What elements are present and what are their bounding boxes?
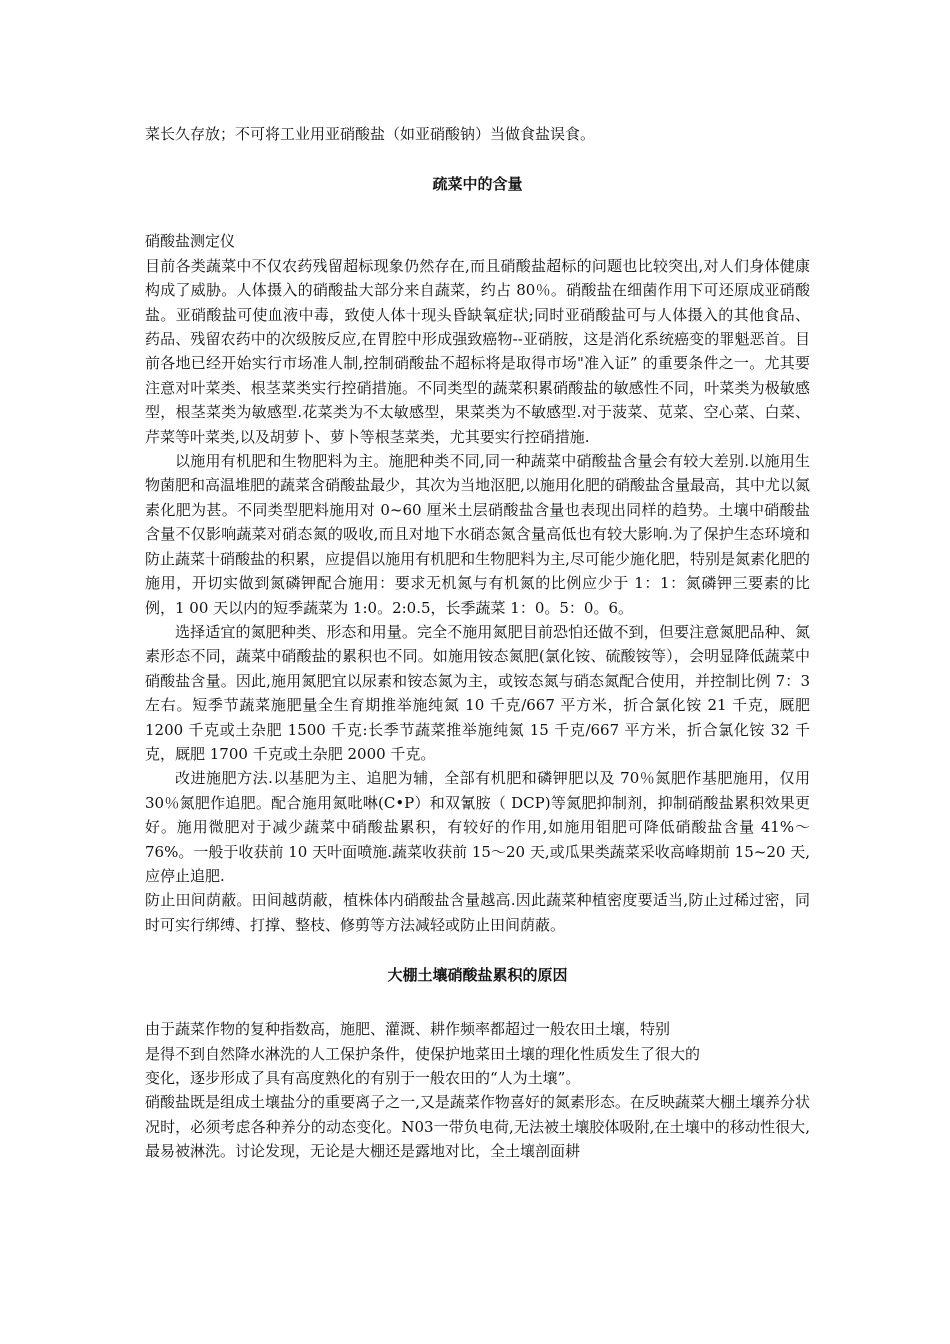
- paragraph-intro: 目前各类蔬菜中不仅农药残留超标现象仍然存在,而且硝酸盐超标的问题也比较突出,对人们身体健康构成了威胁。人体摄入的硝酸盐大部分来自蔬菜，约占 80％。硝酸盐在细菌作用下可还原成亚硝酸盐。亚硝酸盐可使血液中毒，致使人体十现头昏缺氧症状;同时亚硝酸盐可与人体摄入的其他食品、药品、残留农药中的次级胺反应,在胃腔中形成强致癌物--亚硝胺，这是消化系统癌变的罪魁恶首。目前各地已经开始实行市场准人制,控制硝酸盐不超标将是取得市场"准入证” 的重要条件之一。尤其要注意对叶菜类、根茎菜类实行控硝措施。不同类型的蔬菜积累硝酸盐的敏感性不同，叶菜类为极敏感型，根茎菜类为敏感型.花菜类为不太敏感型，果菜类为不敏感型.对于菠菜、苋菜、空心菜、白菜、芹菜等叶菜类,以及胡萝卜、萝卜等根茎菜类，尤其要实行控硝措施.: [145, 256, 810, 446]
- spacer: [145, 196, 810, 229]
- paragraph-nitrate-ions: 硝酸盐既是组成土壤盐分的重要离子之一,又是蔬菜作物喜好的氮素形态。在反映蔬菜大棚土壤养分状况时，必须考虑各种养分的动态变化。N03一带负电荷,无法被土壤胶体吸附,在土壤中的移动性很大,最易被淋洗。讨论发现，无论是大棚还是露地对比，全土壤剖面耕: [145, 1093, 810, 1161]
- paragraph-fertilizing-method: 改进施肥方法.以基肥为主、追肥为辅，全部有机肥和磷钾肥以及 70％氮肥作基肥施用，仅用 30％氮肥作追肥。配合施用氮吡啉(C•P）和双氰胺（ DCP)等氮肥抑制剂，抑制硝酸盐累积效果更好。施用微肥对于减少蔬菜中硝酸盐累积，有较好的作用,如施用钼肥可降低硝酸盐含量 41%～76%。一般于收获前 10 天叶面喷施.蔬菜收获前 15～20 天,或瓜果类蔬菜采收高峰期前 15~20 天,应停止追肥.: [145, 769, 810, 885]
- spacer: [145, 146, 810, 172]
- opening-line: 菜长久存放；不可将工业用亚硝酸盐（如亚硝酸钠）当做食盐误食。: [145, 125, 596, 143]
- spacer: [145, 987, 810, 1017]
- paragraph-field-shade: 防止田间荫蔽。田间越荫蔽，植株体内硝酸盐含量越高.因此蔬菜种植密度要适当,防止过稀过密，同时可实行绑缚、打撑、整枝、修剪等方法减轻或防止田间荫蔽。: [145, 891, 810, 934]
- subheading-nitrate-tester: 硝酸盐测定仪: [145, 232, 236, 251]
- paragraph-greenhouse-lines: [145, 1017, 780, 1090]
- text-line: 是得不到自然降水淋洗的人工保护条件，使保护地菜田土壤的理化性质发生了很大的: [145, 1044, 701, 1063]
- document-body: [145, 122, 810, 1164]
- section-title-vegetable-content: 疏菜中的含量: [432, 175, 523, 194]
- paragraph-organic-fertilizer: 以施用有机肥和生物肥料为主。施肥种类不同,同一种蔬菜中硝酸盐含量会有较大差别.以施用生物菌肥和高温堆肥的蔬菜含硝酸盐最少，其次为当地沤肥,以施用化肥的硝酸盐含量最高，其中尤以氮素化肥为甚。不同类型肥料施用对 0~60 厘米土层硝酸盐含量也表现出同样的趋势。土壤中硝酸盐含量不仅影响蔬菜对硝态氮的吸收,而且对地下水硝态氮含量高低也有较大影响.为了保护生态环境和防止蔬菜十硝酸盐的积累，应提倡以施用有机肥和生物肥料为主,尽可能少施化肥，特别是氮素化肥的施用，开切实做到氮磷钾配合施用：要求无机氮与有机氮的比例应少于 1：1：氮磷钾三要素的比例，1 00 天以内的短季蔬菜为 1:0。2:0.5，长季蔬菜 1：0。5：0。6。: [145, 452, 810, 617]
- text-line: 变化，逐步形成了具有高度熟化的有别于一般农田的“人为土壤”。: [145, 1069, 581, 1087]
- paragraph-nitrogen-choice: 选择适宜的氮肥种类、形态和用量。完全不施用氮肥目前恐怕还做不到，但要注意氮肥品种、氮素形态不同，蔬菜中硝酸盐的累积也不同。如施用铵态氮肥(氯化铵、硫酸铵等），会明显降低蔬菜中硝酸盐含量。因此,施用氮肥宜以尿素和铵态氮为主，或铵态氮与硝态氮配合使用，并控制比例 7：3 左右。短季节蔬菜施肥量全生育期推举施纯氮 10 千克/667 平方米，折合氯化铵 21 千克，厩肥 1200 千克或土杂肥 1500 千克:长季节蔬菜推举施纯氮 15 千克/667 平方米，折合氯化铵 32 千克，厩肥 1700 千克或土杂肥 2000 千克。: [145, 622, 810, 763]
- text-line: 由于蔬菜作物的复种指数高，施肥、灌溉、耕作频率都超过一般农田土壤，特别: [145, 1020, 671, 1039]
- section-title-greenhouse-soil: 大棚土壤硝酸盐累积的原因: [387, 966, 568, 985]
- spacer: [145, 937, 810, 963]
